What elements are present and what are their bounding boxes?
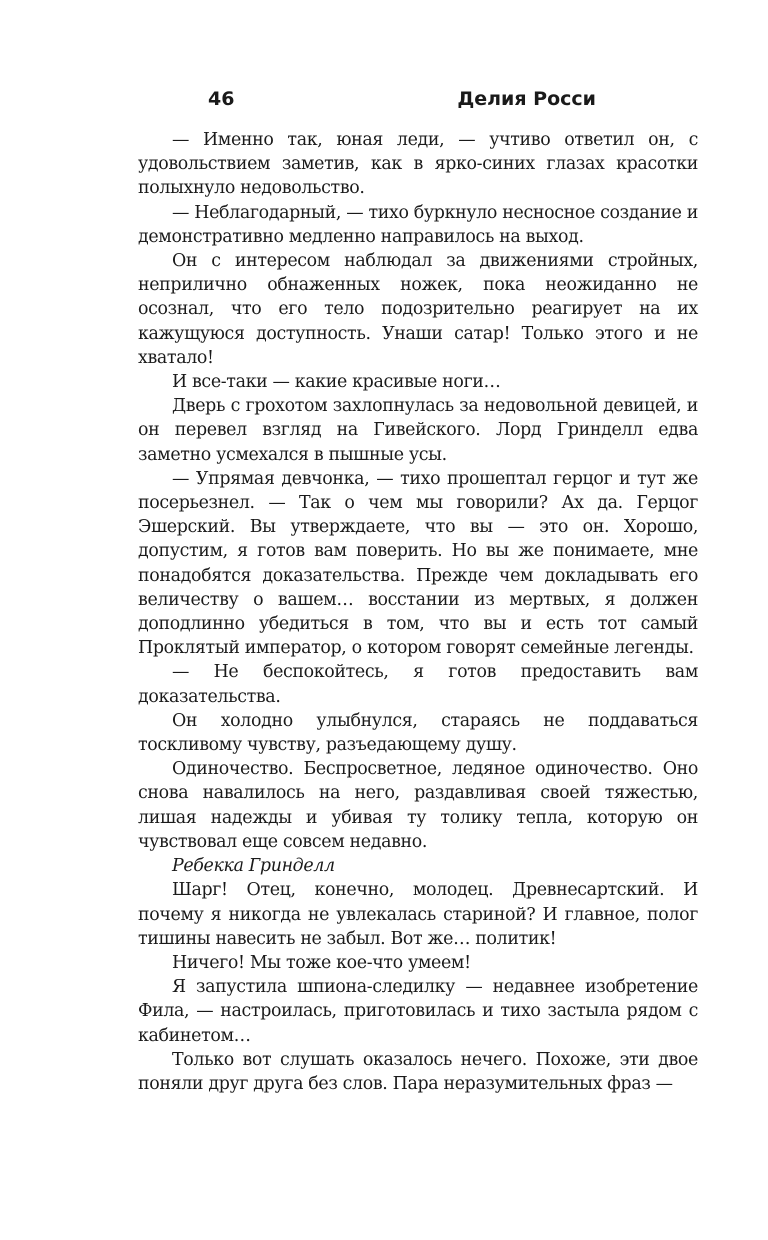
paragraph: Одиночество. Беспросветное, ледяное одиночество. Оно снова навалилось на него, раздавливая своей тяжестью, лишая надежды и убивая ту толику тепла, которую он чувствовал еще совсем недавно. bbox=[138, 759, 698, 852]
paragraph: Ничего! Мы тоже кое-что умеем! bbox=[172, 952, 471, 973]
paragraph: Я запустила шпиона-следилку — недавнее изобретение Фила, — настроилась, приготовилась и тихо застыла рядом с кабинетом… bbox=[138, 977, 698, 1046]
section-title-text: Ребекка Гринделл bbox=[172, 856, 335, 877]
page-number: 46 bbox=[208, 88, 235, 110]
paragraph: — Именно так, юная леди, — учтиво ответил он, с удовольствием заметив, как в ярко-синих глазах красотки полыхнуло недовольство. bbox=[138, 130, 698, 199]
paragraph: И все-таки — какие красивые ноги… bbox=[172, 372, 501, 393]
paragraph: — Не беспокойтесь, я готов предоставить вам доказательства. bbox=[138, 662, 698, 707]
paragraph: Только вот слушать оказалось нечего. Похоже, эти двое поняли друг друга без слов. Пара неразумительных фраз — bbox=[138, 1049, 698, 1094]
paragraph: Он холодно улыбнулся, стараясь не поддаваться тоскливому чувству, разъедающему душу. bbox=[138, 710, 698, 756]
section-title bbox=[138, 854, 698, 878]
paragraph: — Неблагодарный, — тихо буркнуло несносное создание и демонстративно медленно направилось на выход. bbox=[138, 202, 698, 247]
paragraph: Он с интересом наблюдал за движениями стройных, неприлично обнаженных ножек, пока неожиданно не осознал, что его тело подозрительно реагирует на их кажущуюся доступность. Унаши сатар! Только этого и не хватало! bbox=[138, 251, 698, 368]
running-title: Делия Росси bbox=[457, 88, 596, 110]
page-header bbox=[138, 84, 596, 114]
body-text bbox=[138, 128, 698, 1096]
paragraph: Дверь с грохотом захлопнулась за недовольной девицей, и он перевел взгляд на Гивейского. Лорд Гринделл едва заметно усмехался в пышные усы. bbox=[138, 396, 698, 465]
paragraph: — Упрямая девчонка, — тихо прошептал герцог и тут же посерьезнел. — Так о чем мы говорили? Ах да. Герцог Эшерский. Вы утверждаете, что вы — это он. Хорошо, допустим, я готов вам поверить. Но вы же понимаете, мне понадобятся доказательства. Прежде чем докладывать его величеству о вашем… восстании из мертвых, я должен доподлинно убедиться в том, что вы и есть тот самый Проклятый император, о котором говорят семейные легенды. bbox=[138, 468, 698, 659]
paragraph: Шарг! Отец, конечно, молодец. Древнесартский. И почему я никогда не увлекалась стариной? И главное, полог тишины навесить не забыл. Вот же… политик! bbox=[138, 880, 698, 949]
